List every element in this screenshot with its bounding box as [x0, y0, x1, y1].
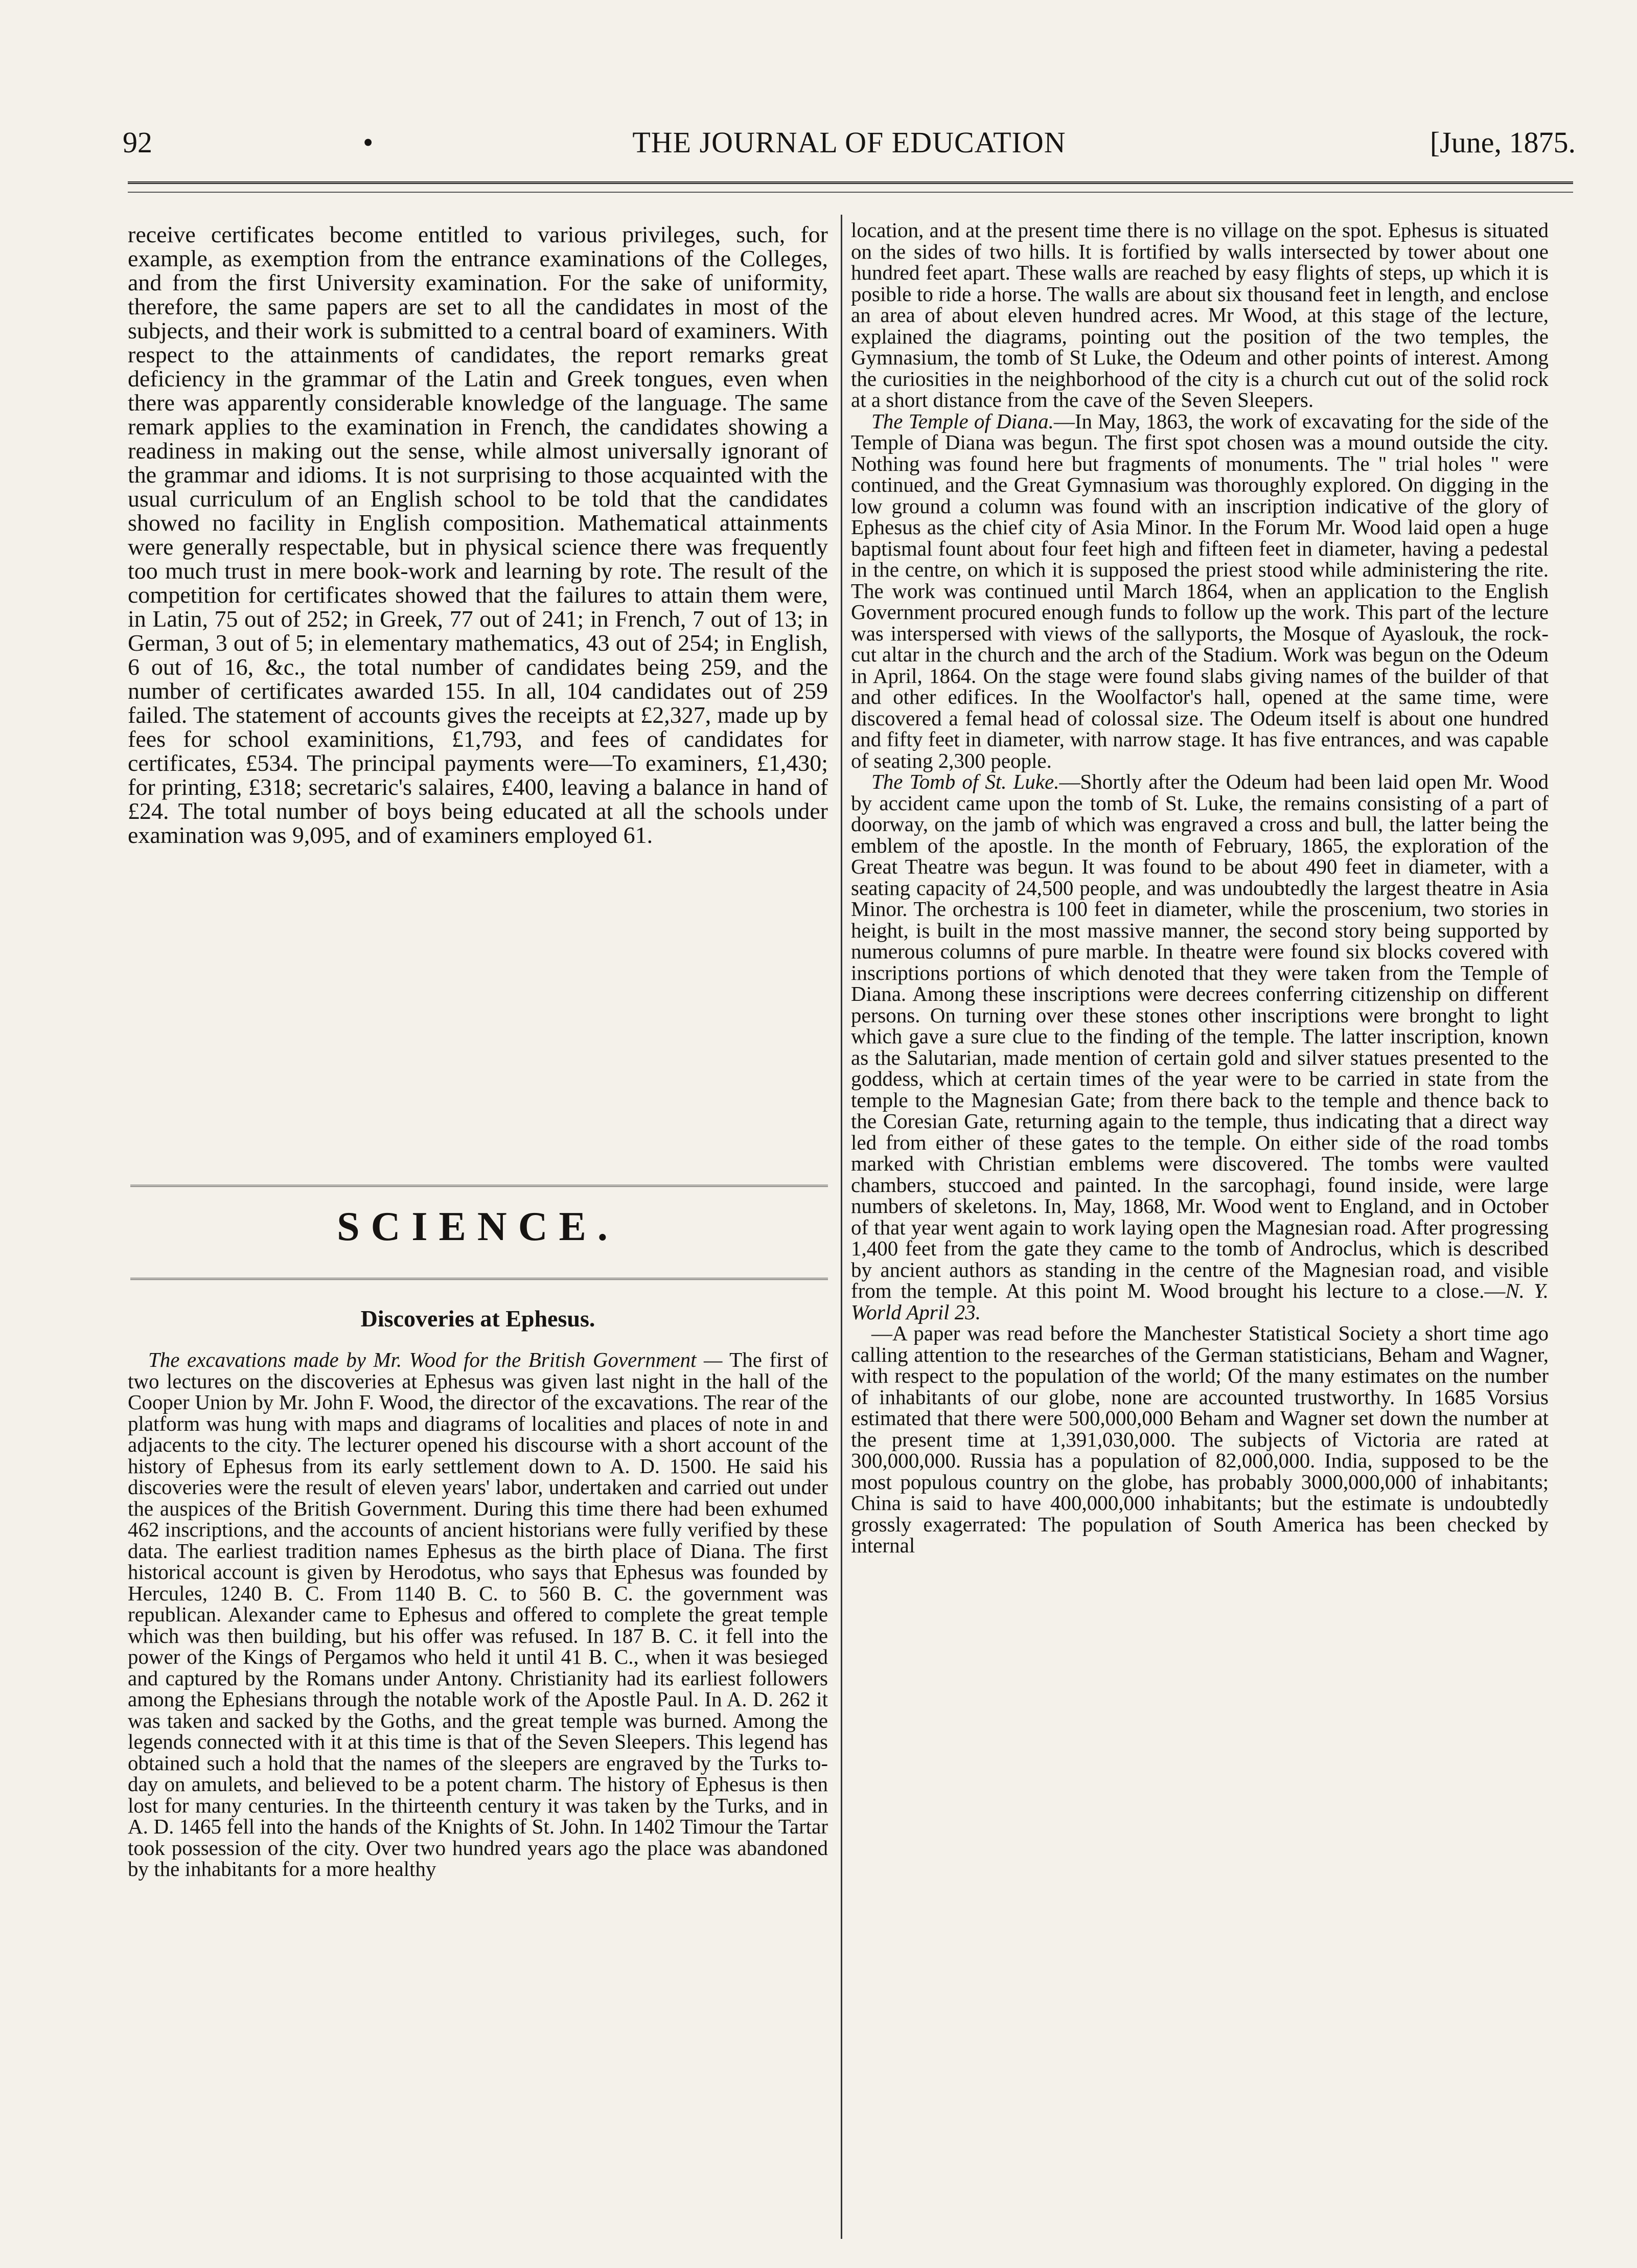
- section-rule-bottom: [130, 1278, 828, 1280]
- header-rule: [128, 181, 1573, 184]
- right-paragraph-3: [851, 771, 1549, 1323]
- right-paragraph-2: [851, 411, 1549, 772]
- tomb-of-st-luke-heading: The Tomb of St. Luke.: [871, 770, 1059, 793]
- page-header: [123, 125, 1576, 171]
- page-number: 92: [123, 126, 152, 159]
- issue-date: [June, 1875.: [1430, 126, 1576, 159]
- tomb-of-st-luke-body: —Shortly after the Odeum had been laid open Mr. Wood by accident came upon the tomb of St. Luke, the remains consisting of a part of doorway, on the jamb of which was engraved a cross and bull, the latter being the emblem of the apostle. In the month of February, 1865, the exploration of the Great Theatre was begun. It was found to be about 490 feet in diameter, with a seating capacity of 24,500 people, and was undoubtedly the largest theatre in Asia Minor. The orchestra is 100 feet in diameter, while the proscenium, two stories in height, is built in the most massive manner, the second story being supported by numerous columns of pure marble. In theatre were found six blocks covered with inscriptions portions of which denoted that they were taken from the Temple of Diana. Among these inscriptions were decrees conferring citizenship on different persons. On turning over these stones other inscriptions were bronght to light which gave a sure clue to the finding of the temple. The latter inscription, known as the Salutarian, made mention of certain gold and silver statues presented to the goddess, which at certain times of the year were to be carried in state from the temple to the Magnesian Gate; from there back to the temple and thence back to the Coresian Gate, returning again to the temple, thus indicating that a direct way led from either of these gates to the temple. On either side of the road tombs marked with Christian emblems were discovered. The tombs were vaulted chambers, stuccoed and painted. In the sarcophagi, found inside, were large numbers of skeletons. In, May, 1868, Mr. Wood went to England, and in October of that year went again to work laying open the Magnesian road. After progressing 1,400 feet from the gate they came to the tomb of Androclus, which is described by ancient authors as standing in the centre of the Magnesian road, and visible from the temple. At this point M. Wood brought his lecture to a close.—: [851, 770, 1549, 1302]
- temple-of-diana-heading: The Temple of Diana.: [871, 409, 1054, 433]
- article-title: Discoveries at Ephesus.: [360, 1305, 595, 1332]
- left-column-article: [128, 1349, 828, 1880]
- source-citation: N. Y. World April 23.: [851, 1279, 1549, 1324]
- right-paragraph-1: location, and at the present time there is no village on the spot. Ephesus is situated on the sides of two hills. It is fortified by walls intersected by tower about one hundred feet apart. These walls are reached by easy flights of steps, up which it is posible to ride a horse. The walls are about six thousand feet in length, and enclose an area of about eleven hundred acres. Mr Wood, at this stage of the lecture, explained the diagrams, pointing out the position of the two temples, the Gymnasium, the tomb of St Luke, the Odeum and other points of interest. Among the curiosities in the neighborhood of the city is a church cut out of the solid rock at a short distance from the cave of the Seven Sleepers.: [851, 218, 1549, 411]
- right-paragraph-4: —A paper was read before the Manchester Statistical Society a short time ago calling attention to the researches of the German statisticians, Beham and Wagner, with respect to the population of the world; Of the many estimates on the number of inhabitants of our globe, none are accounted trustworthy. In 1685 Vorsius estimated that there were 500,000,000 Beham and Wagner set down the number at the present time at 1,391,030,000. The subjects of Victoria are rated at 300,000,000. Russia has a population of 82,000,000. India, supposed to be the most populous country on the globe, has probably 3000,000,000 of inhabitants; China is said to have 400,000,000 inhabitants; but the estimate is undoubtedly grossly exagerrated: The population of South America has been checked by internal: [851, 1321, 1549, 1557]
- header-bullet: •: [363, 126, 374, 159]
- left-column-report: [128, 222, 828, 847]
- report-paragraph: receive certificates become entitled to various privileges, such, for example, as exemption from the entrance examinations of the Colleges, and from the first University examination. For the sake of uniformity, therefore, the same papers are set to all the candidates in most of the subjects, and their work is submitted to a central board of examiners. With respect to the attainments of candidates, the report remarks great deficiency in the grammar of the Latin and Greek tongues, even when there was apparently considerable knowledge of the language. The same remark applies to the examination in French, the candidates showing a readiness in making out the sense, while almost universally ignorant of the grammar and idioms. It is not surprising to those acquainted with the usual curriculum of an English school to be told that the candidates showed no facility in English composition. Mathematical attainments were generally respectable, but in physical science there was frequently too much trust in mere book-work and learning by rote. The result of the competition for certificates showed that the failures to attain them were, in Latin, 75 out of 252; in Greek, 77 out of 241; in French, 7 out of 13; in German, 3 out of 5; in elementary mathematics, 43 out of 254; in English, 6 out of 16, &c., the total number of candidates being 259, and the number of certificates awarded 155. In all, 104 candidates out of 259 failed. The statement of accounts gives the receipts at £2,327, made up by fees for school examinitions, £1,793, and fees of candidates for certificates, £534. The principal payments were—To examiners, £1,430; for printing, £318; secretaric's salaires, £400, leaving a balance in hand of £24. The total number of boys being educated at all the schools under examination was 9,095, and of examiners employed 61.: [128, 221, 828, 848]
- temple-of-diana-body: —In May, 1863, the work of excavating for the side of the Temple of Diana was begun. The first spot chosen was a mound outside the city. Nothing was found here but fragments of monuments. The " trial holes " were continued, and the Great Gymnasium was thoroughly explored. On digging in the low ground a column was found with an inscription indicative of the glory of Ephesus as the chief city of Asia Minor. In the Forum Mr. Wood laid open a huge baptismal fount about four feet high and fifteen feet in diameter, having a pedestal in the centre, on which it is supposed the priest stood while administering the rite. The work was continued until March 1864, when an application to the English Government procured enough funds to follow up the work. This part of the lecture was interspersed with views of the sallyports, the Mosque of Ayaslouk, the rock-cut altar in the church and the arch of the Stadium. Work was begun on the Odeum in April, 1864. On the stage were found slabs giving names of the builder of that and other edifices. In the Woolfactor's hall, opened at the same time, were discovered a femal head of colossal size. The Odeum itself is about one hundred and fifty feet in diameter, with narrow stage. It has five entrances, and was capable of seating 2,300 people.: [851, 409, 1549, 772]
- article-body: The first of two lectures on the discoveries at Ephesus was given last night in the hall of the Cooper Union by Mr. John F. Wood, the director of the excavations. The rear of the platform was hung with maps and diagrams of localities and places of note in and adjacents to the city. The lecturer opened his discourse with a short account of the history of Ephesus from its early settlement down to A. D. 1500. He said his discoveries were the result of eleven years' labor, undertaken and carried out under the auspices of the British Government. During this time there had been exhumed 462 inscriptions, and the accounts of ancient historians were fully verified by these data. The earliest tradition names Ephesus as the birth place of Diana. The first historical account is given by Herodotus, who says that Ephesus was founded by Hercules, 1240 B. C. From 1140 B. C. to 560 B. C. the government was republican. Alexander came to Ephesus and offered to complete the great temple which was then building, but his offer was refused. In 187 B. C. it fell into the power of the Kings of Pergamos who held it until 41 B. C., when it was besieged and captured by the Romans under Antony. Christianity had its earliest followers among the Ephesians through the notable work of the Apostle Paul. In A. D. 262 it was taken and sacked by the Goths, and the great temple was burned. Among the legends connected with it at this time is that of the Seven Sleepers. This legend has obtained such a hold that the names of the sleepers are engraved by the Turks to-day on amulets, and believed to be a potent charm. The history of Ephesus is then lost for many centuries. In the thirteenth century it was taken by the Turks, and in A. D. 1465 fell into the hands of the Knights of St. John. In 1402 Timour the Tartar took possession of the city. Over two hundred years ago the place was abandoned by the inhabitants for a more healthy: [128, 1348, 828, 1881]
- column-divider: [841, 215, 842, 2239]
- section-rule-top: [130, 1185, 828, 1187]
- article-paragraph: [128, 1349, 828, 1880]
- journal-title: THE JOURNAL OF EDUCATION: [632, 126, 1066, 159]
- article-lead: The excavations made by Mr. Wood for the British Government —: [148, 1348, 723, 1371]
- header-rule-thin: [128, 192, 1573, 193]
- section-heading: SCIENCE.: [337, 1204, 619, 1249]
- right-column: [851, 220, 1549, 1556]
